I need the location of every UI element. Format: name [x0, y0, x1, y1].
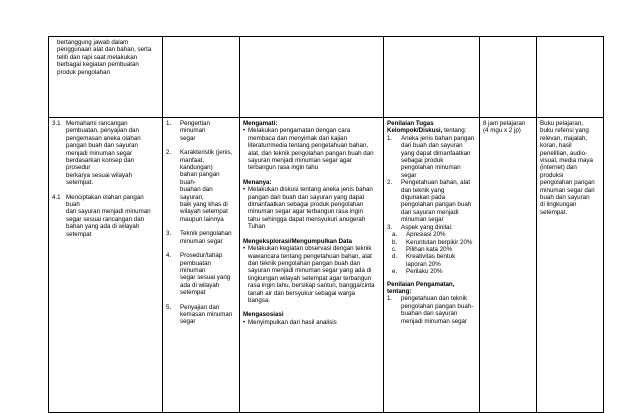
activity-section — [243, 179, 380, 231]
bullet-icon: • — [243, 245, 246, 253]
text-line: segar — [180, 134, 196, 142]
text-line: Penyajian dan — [180, 303, 220, 311]
text-line: bahan yang ada di wilayah — [66, 223, 140, 231]
text-line: Menyimpulkan dari hasil analisis — [248, 318, 337, 326]
bullet-icon: • — [243, 127, 246, 135]
text-line: Aspek yang dinilai: — [401, 223, 453, 231]
item-text — [401, 179, 476, 223]
text-line: Aneka jenis bahan pangan — [401, 134, 475, 142]
activity-section — [243, 238, 380, 305]
text-line: Kreativitas bentuk — [406, 253, 456, 261]
text-line: Tuhan — [248, 223, 266, 231]
text-line: dari buah dan sayuran — [401, 142, 463, 150]
bullet-item — [243, 127, 380, 171]
bullet-item — [243, 319, 380, 326]
text-line: digunakan pada — [401, 194, 446, 202]
assessment-heading: Penilaian Tugas — [387, 120, 434, 127]
basic-competency-cell — [49, 118, 163, 413]
item-text — [406, 231, 476, 238]
text-line: pembuatan minuman — [180, 259, 211, 274]
item-number: 5. — [166, 303, 172, 311]
item-number: b. — [392, 238, 398, 246]
text-line: pangan dari buah dan sayuran yang dapat — [248, 193, 365, 201]
item-text — [406, 246, 476, 253]
competency-cell-continued — [49, 37, 163, 118]
observation-item — [387, 295, 476, 325]
item-text — [180, 120, 236, 142]
learning-resources-cell — [537, 118, 604, 413]
text-line: membaca dan menyimak dari kajian — [248, 134, 348, 142]
text-line: tanah air dan bersyukur sebagai warga — [248, 289, 355, 297]
assessment-aspect — [392, 268, 476, 275]
text-line: berbagai kegiatan pembuatan — [57, 61, 139, 69]
text-line: minuman segar agar terbangun rasa ingin — [248, 208, 363, 216]
text-line: dan teknik pengolahan pangan buah dan — [248, 259, 361, 267]
assessment-item — [387, 135, 476, 179]
table-row — [49, 118, 604, 413]
item-text — [66, 120, 159, 187]
text-line: buku refensi yang — [540, 127, 589, 135]
assessment-aspect — [392, 246, 476, 253]
text-line: setempat — [180, 289, 206, 297]
text-line: ada di wilayah — [180, 281, 220, 289]
text-line: literatur/media tentang pengetahuan bahan, — [248, 142, 369, 150]
text-line: pengetahuan dan teknik — [401, 295, 468, 303]
text-line: teliti dan rapi saat melakukan — [57, 53, 138, 61]
text-line: (4 mgu x 2 jp) — [483, 127, 521, 135]
text-line: sebagai produk — [401, 157, 444, 165]
text-line: laporan 20% — [406, 260, 441, 268]
assessment-aspect — [392, 239, 476, 246]
item-number: 4.1 — [52, 193, 61, 201]
text-line: kemasan minuman — [180, 310, 233, 318]
text-line: pengolahan pangan — [540, 179, 595, 187]
assessment-heading-c: tentang: — [442, 127, 467, 135]
text-line: relevan, majalah, — [540, 134, 588, 142]
text-line: pengolahan pangan buah — [401, 201, 472, 209]
item-number: 3. — [387, 223, 393, 231]
competency-item — [52, 194, 159, 238]
syllabus-table — [48, 36, 604, 413]
text-line: Melakukan kegiatan observasi dengan teknik — [248, 245, 372, 253]
activity-heading: Mengasosiasi — [243, 311, 284, 319]
text-line: Perilaku 20% — [406, 268, 443, 276]
text-line: segar sesuai rancangan dan — [66, 215, 145, 223]
competency-item — [52, 120, 159, 187]
text-line: visual, media maya — [540, 157, 593, 165]
item-number: 1. — [387, 295, 393, 303]
text-line: bahan pangan buah- — [180, 171, 220, 186]
item-text — [401, 224, 476, 231]
assessment-item — [387, 179, 476, 223]
item-text — [180, 304, 236, 326]
item-number: d. — [392, 253, 398, 261]
text-line: menjadi minuman segar — [66, 149, 133, 157]
learning-material-cell — [163, 118, 240, 413]
assessment-aspect — [392, 231, 476, 238]
item-number: 3.1 — [52, 120, 61, 127]
text-line: (internet) dan — [540, 164, 577, 172]
empty-cell — [384, 37, 480, 118]
text-line: Keruntutan berpikir 20% — [406, 238, 473, 246]
item-text — [401, 135, 476, 179]
material-item — [166, 304, 236, 326]
text-line: 8 jam pelajaran — [483, 120, 526, 127]
item-number: 1. — [166, 120, 172, 127]
text-line: berdasarkan konsep dan prosedur — [66, 157, 135, 172]
text-line: terbangun rasa ingin tahu — [248, 164, 319, 172]
text-line: maupun lainnya — [180, 215, 224, 223]
text-line: minuman segar dari — [540, 186, 595, 194]
text-line: pengolahan pangan buah- — [401, 302, 474, 310]
bullet-text — [248, 245, 380, 304]
text-line: minuman segar — [401, 216, 444, 224]
text-line: segar — [180, 318, 196, 326]
text-line: penggunaan alat dan bahan, serta — [57, 46, 152, 54]
activity-heading: Mengeksplorasi/Mengumpulkan Data — [243, 237, 352, 245]
item-number: c. — [392, 245, 397, 253]
text-line: Pengetahuan bahan, alat — [401, 179, 471, 187]
text-line: menjadi minuman segar — [401, 317, 468, 325]
text-line: segar sesuai yang — [180, 274, 231, 282]
text-line: pengemasan aneka olahan — [66, 134, 141, 142]
text-line: produksi — [540, 171, 564, 179]
text-line: pembuatan, penyajian dan — [66, 127, 139, 135]
material-item — [166, 120, 236, 142]
text-line: penelitian, audio- — [540, 149, 588, 157]
item-number: 1. — [387, 134, 393, 142]
text-line: produk pengolahan — [57, 68, 110, 76]
text-line: manfaat, kandungan) — [180, 156, 213, 172]
activity-section — [243, 120, 380, 172]
text-line: koran, hasil — [540, 142, 572, 150]
empty-cell — [240, 37, 384, 118]
item-text — [180, 252, 236, 296]
assessment-aspect — [392, 253, 476, 268]
table-row — [49, 37, 604, 118]
material-item — [166, 252, 236, 296]
text-line: tahu sehingga dapat mensyukuri anugerah — [248, 215, 366, 223]
item-text — [406, 253, 476, 268]
item-text — [180, 149, 236, 223]
learning-activity-cell — [240, 118, 384, 413]
text-line: sayuran menjadi minuman segar yang ada di — [248, 267, 372, 275]
text-line: pengolahan minuman — [401, 164, 461, 172]
bullet-text — [248, 186, 380, 230]
text-line: dan sayuran menjadi minuman — [66, 208, 151, 216]
assessment-cell — [384, 118, 480, 413]
text-line: lingkungan wilayah setempat agar terbangun — [248, 274, 372, 282]
material-item — [166, 230, 236, 245]
bullet-item — [243, 186, 380, 230]
text-line: bertanggung jawab dalam — [57, 39, 129, 46]
item-number: 2. — [387, 179, 393, 187]
item-number: a. — [392, 231, 398, 239]
item-text — [66, 194, 159, 238]
empty-cell — [163, 37, 240, 118]
item-number: 4. — [166, 252, 172, 260]
text-line: wawancara tentang pengetahuan bahan, alat — [248, 252, 372, 260]
bullet-icon: • — [243, 186, 246, 194]
observation-heading: Penilaian Pengamatan, — [387, 280, 455, 288]
text-line: pangan buah dan sayuran — [66, 142, 138, 150]
text-line: berkarya sesuai wilayah setempat. — [66, 171, 133, 187]
text-line: Karakteristik (jenis, — [180, 149, 233, 157]
empty-cell — [537, 37, 604, 118]
observation-heading-b: tentang: — [387, 287, 412, 295]
text-line: segar — [401, 171, 417, 179]
text-line: buahan dan sayuran — [401, 310, 458, 318]
text-line: dimanfaatkan sebagai produk pengolahan — [248, 201, 364, 209]
text-line: setempat — [66, 230, 92, 238]
item-text — [406, 239, 476, 246]
text-line: Apresiasi 20% — [406, 231, 446, 239]
bullet-icon: • — [243, 318, 246, 326]
text-line: di lingkungan — [540, 201, 577, 209]
text-line: Buku pelajaran, — [540, 120, 583, 127]
assessment-item — [387, 224, 476, 231]
bullet-text — [248, 319, 380, 326]
text-line: buahan dan sayuran, — [180, 186, 213, 201]
text-line: sayuran menjadi minuman segar agar — [248, 157, 352, 165]
bullet-item — [243, 245, 380, 304]
item-number: e. — [392, 268, 398, 276]
item-text — [401, 295, 476, 325]
text-line: Melakukan diskusi tentang aneka jenis bahan — [248, 186, 373, 194]
text-line: dan teknik yang — [401, 186, 445, 194]
text-line: buah dan sayuran — [540, 194, 590, 202]
text-line: Memahami rancangan — [66, 120, 128, 127]
material-item — [166, 149, 236, 223]
text-line: bangsa. — [248, 296, 271, 304]
text-line: Teknik pengolahan — [180, 230, 232, 238]
time-allocation-cell — [480, 118, 537, 413]
text-line: Melakukan pengamatan dengan cara — [248, 127, 351, 135]
text-line: baik yang khas di — [180, 201, 228, 209]
text-line: wilayah setempat — [180, 208, 228, 216]
item-number: 3. — [166, 230, 172, 238]
item-number: 2. — [166, 149, 172, 157]
item-text — [180, 230, 236, 245]
empty-cell — [480, 37, 537, 118]
activity-heading: Mengamati: — [243, 120, 278, 127]
text-line: rasa ingin tahu, bersikap santun, bangga/cinta — [248, 282, 375, 290]
bullet-text — [248, 127, 380, 171]
text-line: setempat. — [540, 208, 568, 216]
text-line: dan sayuran menjadi — [401, 208, 459, 216]
text-line: alat, dan teknik pengolahan pangan buah dan — [248, 149, 374, 157]
text-line: minuman segar — [180, 237, 223, 245]
activity-section — [243, 311, 380, 326]
item-text — [406, 268, 476, 275]
text-line: Menciptakan olahan pangan buah — [66, 193, 144, 209]
text-line: yang dapat dimanfaatkan — [401, 149, 471, 157]
text-line: Pilihan kata 20% — [406, 245, 453, 253]
assessment-heading-b: Kelompok/Diskusi, — [387, 127, 443, 135]
activity-heading: Menanya: — [243, 178, 272, 186]
text-line: Pengertian minuman — [180, 120, 210, 135]
text-line: Prosedur/tahap — [180, 252, 223, 260]
